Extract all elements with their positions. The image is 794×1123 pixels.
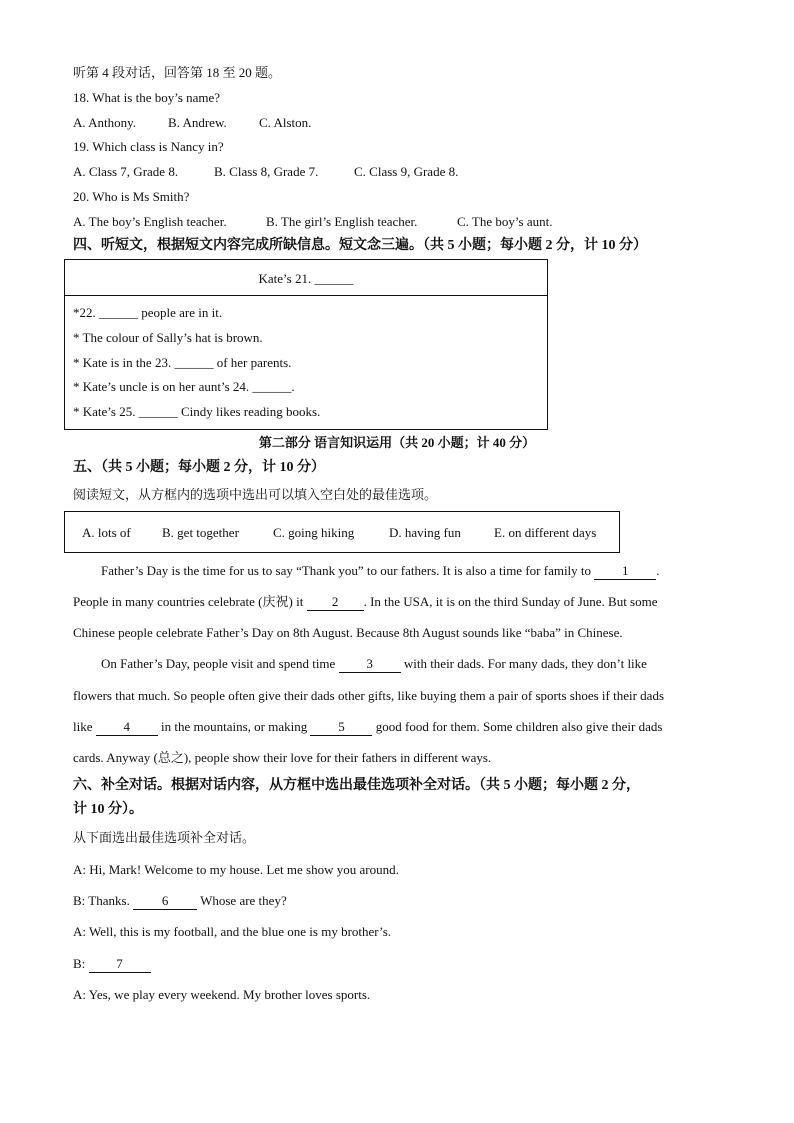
blank-6[interactable]: 6: [133, 893, 197, 910]
passage-text: in the mountains, or making: [157, 719, 311, 734]
word-option: C. going hiking: [273, 525, 355, 540]
passage-line: flowers that much. So people often give their dads other gifts, like buying them a pair of sports shoes if their dads: [73, 688, 665, 703]
dialogue-line: A: Well, this is my football, and the blue one is my brother’s.: [73, 924, 392, 939]
option-a: A. Class 7, Grade 8.: [73, 164, 179, 179]
blank-2[interactable]: 2: [307, 594, 364, 611]
part-2-heading: 第二部分 语言知识运用（共 20 小题；计 40 分）: [258, 435, 536, 450]
table-row: * Kate’s uncle is on her aunt’s 24. ______.: [73, 379, 295, 394]
question-20: 20. Who is Ms Smith?: [73, 189, 190, 204]
listening-intro: 听第 4 段对话，回答第 18 至 20 题。: [73, 65, 282, 80]
section-4-heading: 四、听短文，根据短文内容完成所缺信息。短文念三遍。（共 5 小题；每小题 2 分，计 10 分）: [73, 238, 647, 253]
passage-text: Father’s Day is the time for us to say “Thank you” to our fathers. It is also a time for family to: [101, 563, 595, 578]
table-divider: [64, 295, 548, 296]
question-19-options: [73, 164, 458, 180]
question-20-options: [73, 214, 552, 230]
option-b: B. Class 8, Grade 7.: [214, 164, 319, 179]
dialogue-line: [73, 956, 151, 973]
question-18: 18. What is the boy’s name?: [73, 90, 221, 105]
dialogue-text: B:: [73, 956, 89, 971]
option-b: B. The girl’s English teacher.: [266, 214, 418, 229]
table-row: * The colour of Sally’s hat is brown.: [73, 330, 263, 345]
word-option: E. on different days: [494, 525, 597, 540]
table-row: * Kate is in the 23. ______ of her parents.: [73, 355, 292, 370]
blank-5[interactable]: 5: [310, 719, 372, 736]
passage-text: On Father’s Day, people visit and spend time: [101, 656, 339, 671]
section-6-instruction: 从下面选出最佳选项补全对话。: [73, 830, 256, 845]
passage-line: [73, 594, 658, 611]
option-c: C. Class 9, Grade 8.: [354, 164, 459, 179]
dialogue-line: A: Yes, we play every weekend. My brother loves sports.: [73, 987, 371, 1002]
table-row: *22. ______ people are in it.: [73, 305, 223, 320]
passage-text: with their dads. For many dads, they don’t like: [400, 656, 647, 671]
word-option: D. having fun: [389, 525, 461, 540]
passage-line: [73, 719, 662, 736]
section-5-instruction: 阅读短文，从方框内的选项中选出可以填入空白处的最佳选项。: [73, 487, 438, 502]
dialogue-line: A: Hi, Mark! Welcome to my house. Let me show you around.: [73, 862, 399, 877]
passage-text: . In the USA, it is on the third Sunday of June. But some: [363, 594, 658, 609]
section-6-heading: 六、补全对话。根据对话内容，从方框中选出最佳选项补全对话。（共 5 小题；每小题 2 分，: [73, 778, 640, 793]
question-18-options: [73, 115, 311, 131]
blank-3[interactable]: 3: [339, 656, 401, 673]
word-option: A. lots of: [82, 525, 131, 540]
passage-line: Chinese people celebrate Father’s Day on 8th August. Because 8th August sounds like “baba” in Chinese.: [73, 625, 623, 640]
passage-text: People in many countries celebrate (庆祝) it: [73, 594, 307, 609]
table-title: Kate’s 21. ______: [258, 271, 354, 286]
passage-line: Father’s Day is the time for us to say “Thank you” to our fathers. It is also a time for family to 1 .: [101, 563, 660, 578]
passage-text: like: [73, 719, 96, 734]
option-b: B. Andrew.: [168, 115, 227, 130]
section-6-heading-cont: 计 10 分）。: [73, 802, 143, 817]
blank-7[interactable]: 7: [89, 956, 151, 973]
dialogue-line: [73, 893, 287, 910]
dialogue-text: B: Thanks.: [73, 893, 134, 908]
option-c: C. Alston.: [259, 115, 312, 130]
passage-line: [101, 656, 647, 673]
table-row: * Kate’s 25. ______ Cindy likes reading books.: [73, 404, 321, 419]
blank-4[interactable]: 4: [96, 719, 158, 736]
dialogue-text: Whose are they?: [197, 893, 287, 908]
question-19: 19. Which class is Nancy in?: [73, 139, 224, 154]
passage-text: good food for them. Some children also give their dads: [372, 719, 663, 734]
option-a: A. Anthony.: [73, 115, 137, 130]
passage-line: cards. Anyway (总之), people show their love for their fathers in different ways.: [73, 750, 492, 765]
option-a: A. The boy’s English teacher.: [73, 214, 227, 229]
option-c: C. The boy’s aunt.: [457, 214, 553, 229]
section-5-heading: 五、（共 5 小题；每小题 2 分，计 10 分）: [73, 460, 325, 475]
blank-1[interactable]: 1: [594, 563, 656, 580]
word-option: B. get together: [162, 525, 239, 540]
